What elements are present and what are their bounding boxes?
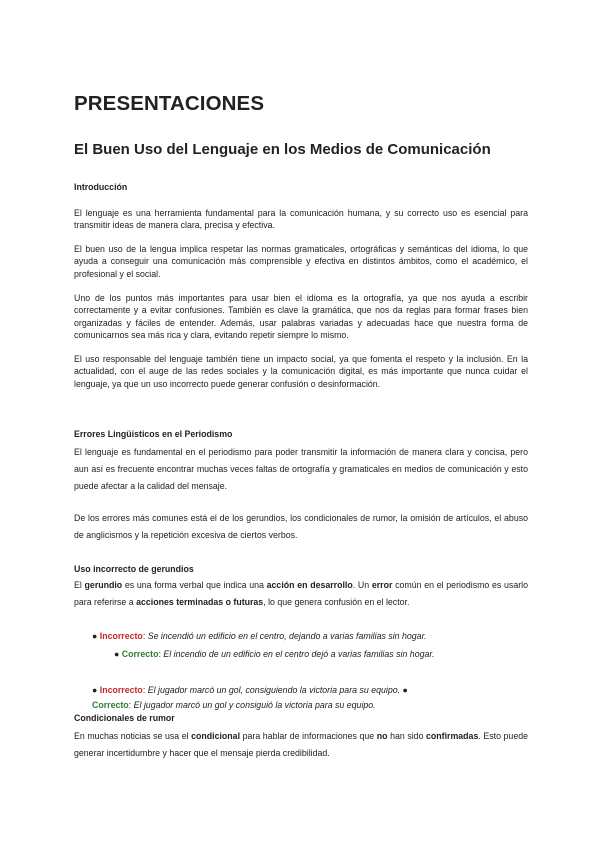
intro-heading: Introducción (74, 182, 128, 192)
errores-paragraph-2: De los errores más comunes está el de los gerundios, los condicionales de rumor, la omisión de artículos, el abuso de anglicismos y la repetición excesiva de ciertos verbos. (74, 513, 528, 540)
condicionales-paragraph: En muchas noticias se usa el condicional para hablar de informaciones que no han sido confirmadas. Esto puede generar incertidumbre y hacer que el mensaje pierda credibilidad. (74, 731, 528, 758)
term-acciones-terminadas: acciones terminadas o futuras (136, 597, 264, 607)
term-confirmadas: confirmadas (426, 731, 479, 741)
example-incorrect-1: ● Incorrecto: Se incendió un edificio en el centro, dejando a varias familias sin hogar. (92, 631, 427, 641)
example-text: Se incendió un edificio en el centro, dejando a varias familias sin hogar. (147, 631, 427, 641)
term-gerundio: gerundio (84, 580, 123, 590)
errores-heading: Errores Lingüísticos en el Periodismo (74, 429, 233, 439)
intro-paragraph-3: Uno de los puntos más importantes para usar bien el idioma es la ortografía, ya que nos ayuda a escribir correctamente y a evitar confusiones. También es clave la gramática, que nos da reglas para formar frases bien organizadas y fáciles de entender. Además, usar palabras variadas y adecuadas hace que nuestra forma de comunicarnos sea más rica y clara, evitando repetir siempre lo mismo. (74, 293, 528, 341)
intro-paragraph-4: El uso responsable del lenguaje también tiene un impacto social, ya que fomenta el respeto y la inclusión. En la actualidad, con el auge de las redes sociales y la comunicación digital, es más importante que nunca cuidar el lenguaje, ya que un uso incorrecto puede generar confusión o desinformación. (74, 354, 528, 389)
bullet: ● (92, 631, 98, 641)
example-incorrect-2: ● Incorrecto: El jugador marcó un gol, consiguiendo la victoria para su equipo. ● (92, 685, 408, 695)
gerundios-heading: Uso incorrecto de gerundios (74, 564, 194, 574)
intro-paragraph-2: El buen uso de la lengua implica respetar las normas gramaticales, ortográficas y semánticas del idioma, lo que ayuda a conseguir una comunicación más comprensible y efectiva en distintos ámbitos, como el académico, el profesional y el social. (74, 244, 528, 279)
gerundios-paragraph: El gerundio es una forma verbal que indica una acción en desarrollo. Un error común en el periodismo es usarlo para referirse a acciones terminadas o futuras, lo que genera confusión en el lector. (74, 580, 528, 607)
errores-paragraph-1: El lenguaje es fundamental en el periodismo para poder transmitir la información de manera clara y concisa, pero aun así es frecuente encontrar muchas veces faltas de ortografía y gramaticales en medios de comunicación y esto puede afectar a la calidad del mensaje. (74, 447, 528, 491)
intro-paragraph-1: El lenguaje es una herramienta fundamental para la comunicación humana, y su correcto uso es esencial para transmitir ideas de manera clara, precisa y efectiva. (74, 208, 528, 231)
term-accion-en-desarrollo: acción en desarrollo (266, 580, 353, 590)
bullet: ● (114, 649, 120, 659)
example-correct-1: ● Correcto: El incendio de un edificio en el centro dejó a varias familias sin hogar. (114, 649, 435, 659)
correct-label: Correcto (92, 700, 129, 710)
term-no: no (376, 731, 388, 741)
example-text: El incendio de un edificio en el centro dejó a varias familias sin hogar. (163, 649, 435, 659)
example-text: El jugador marcó un gol y consiguió la victoria para su equipo. (133, 700, 376, 710)
term-condicional: condicional (191, 731, 241, 741)
condicionales-heading: Condicionales de rumor (74, 713, 175, 723)
document-subtitle: El Buen Uso del Lenguaje en los Medios de Comunicación (74, 141, 491, 158)
example-text: El jugador marcó un gol, consiguiendo la victoria para su equipo. (147, 685, 401, 695)
correct-label: Correcto (121, 649, 159, 659)
bullet: ● (92, 685, 98, 695)
bullet: ● (402, 685, 408, 695)
page-title: PRESENTACIONES (74, 92, 265, 115)
incorrect-label: Incorrecto (99, 685, 143, 695)
term-error: error (371, 580, 393, 590)
example-correct-2: Correcto: El jugador marcó un gol y consiguió la victoria para su equipo. (92, 700, 376, 710)
incorrect-label: Incorrecto (99, 631, 143, 641)
